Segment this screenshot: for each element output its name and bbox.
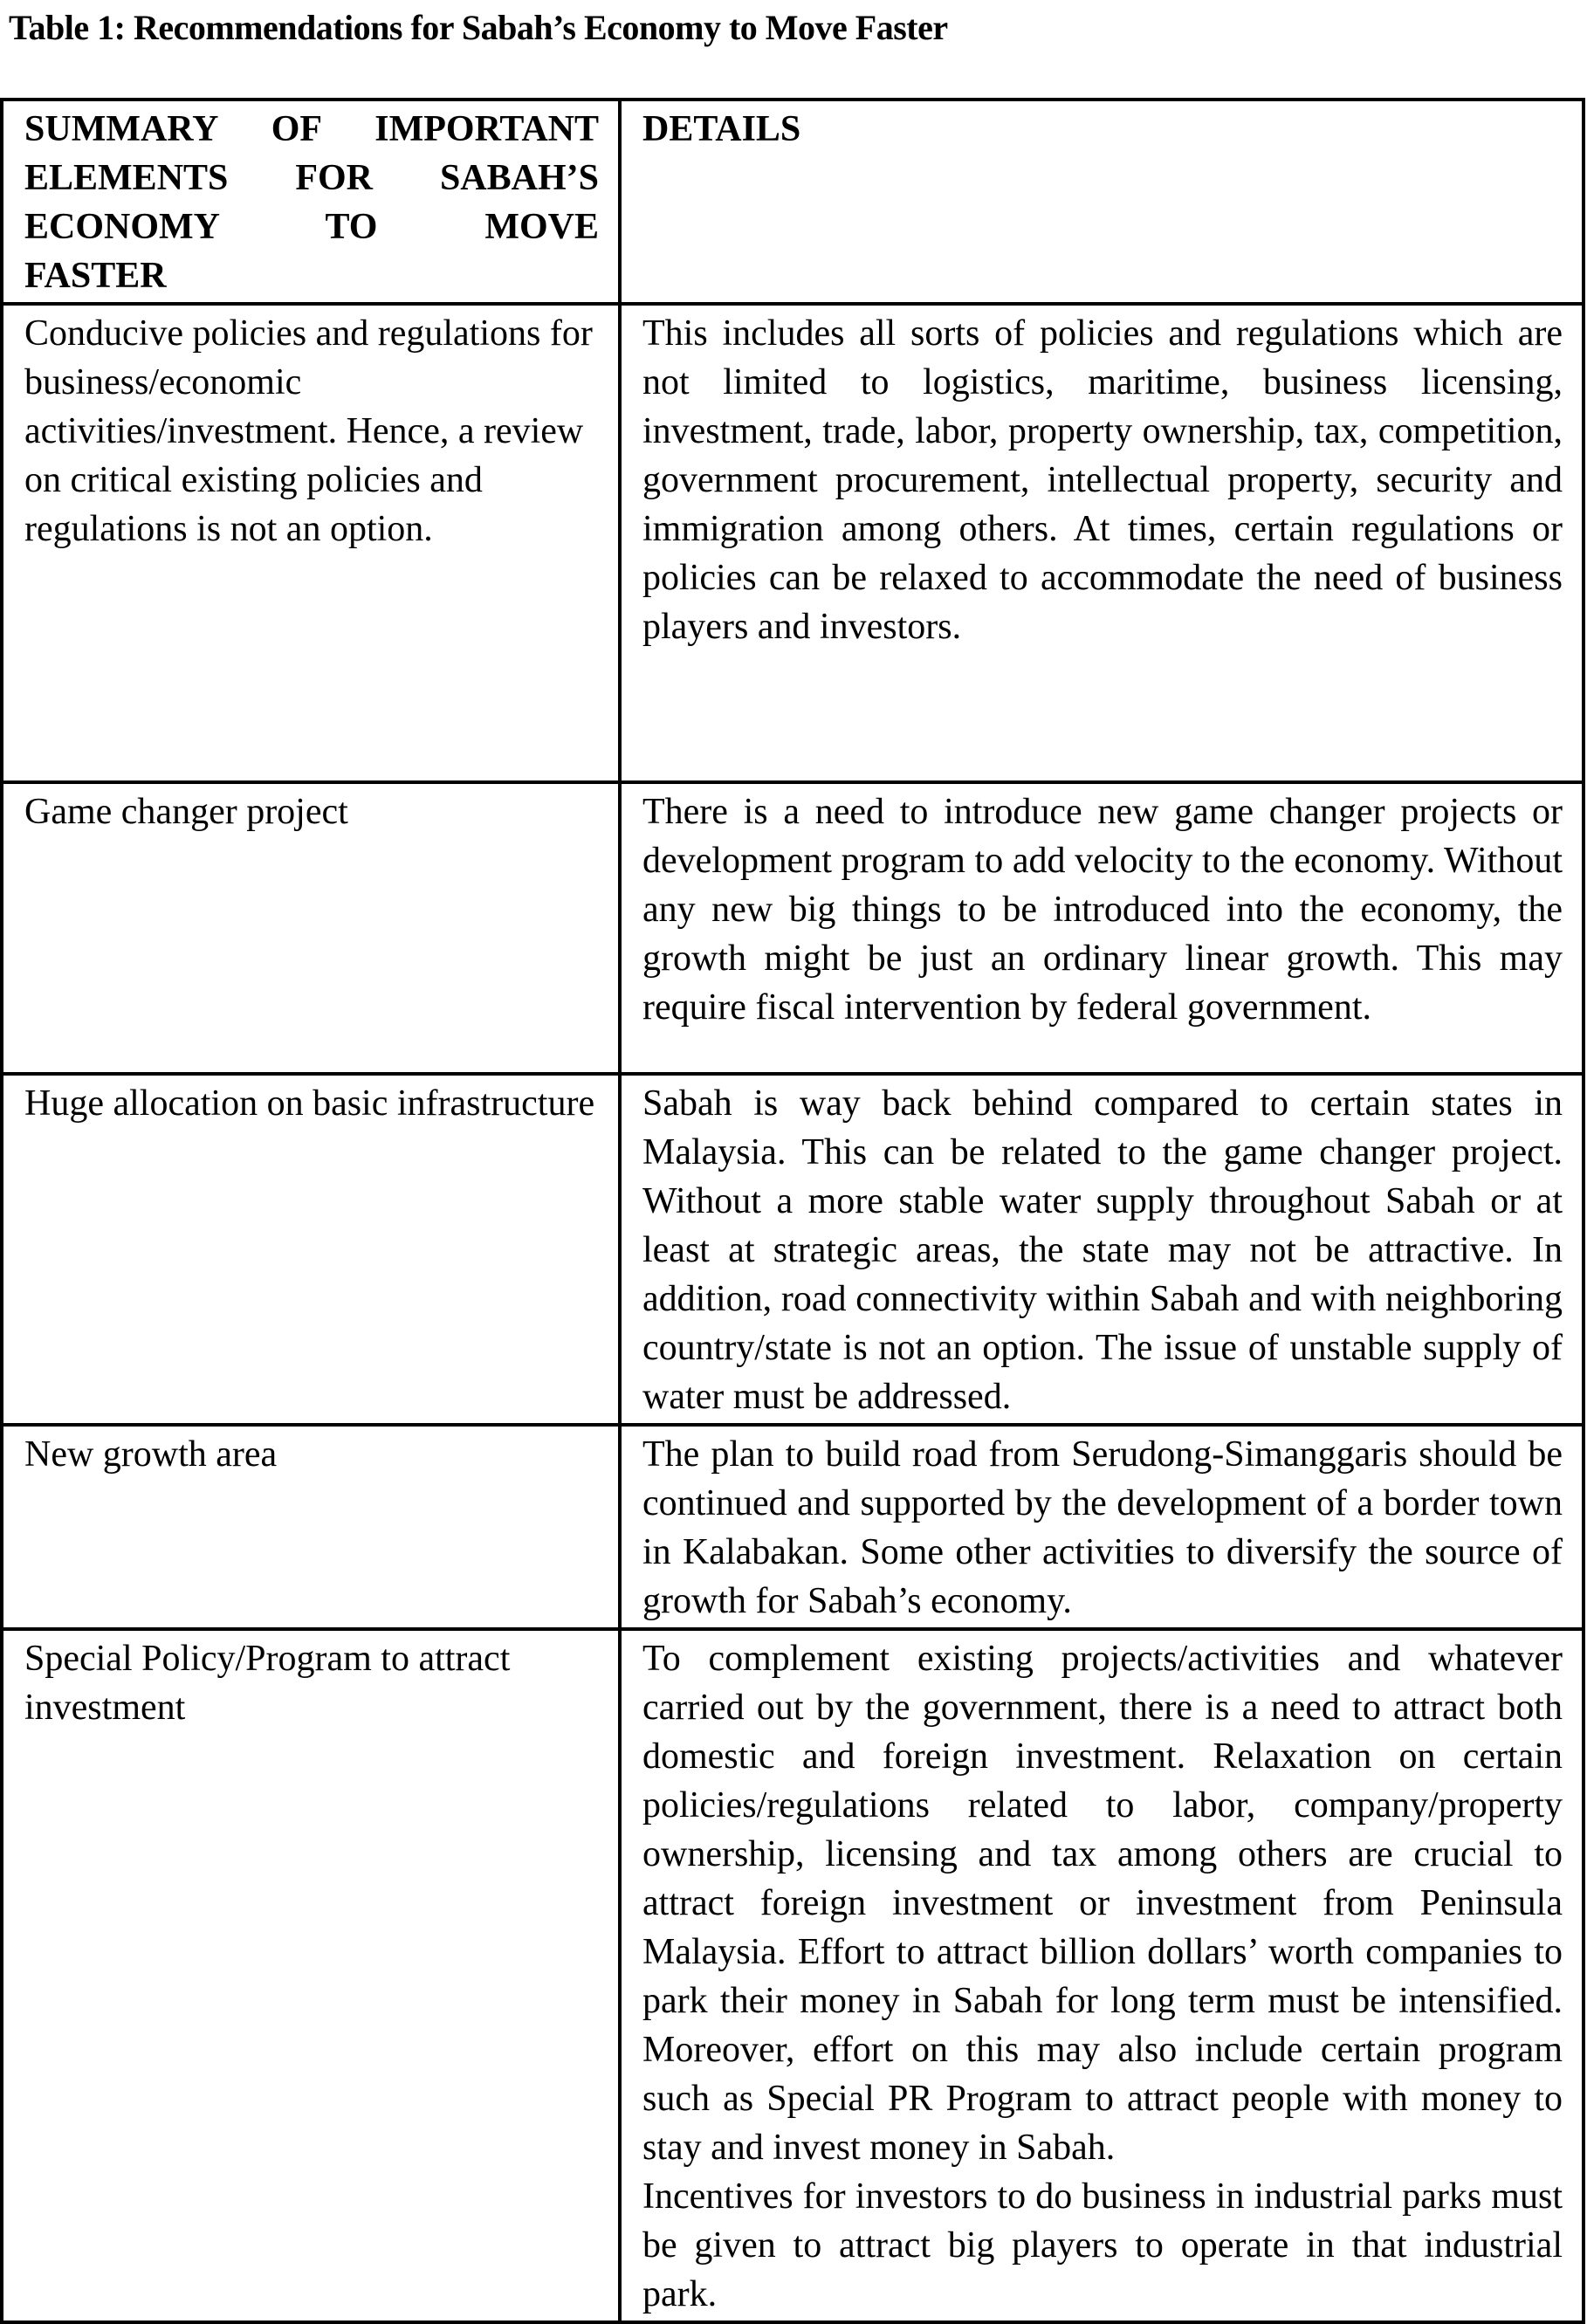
table-row xyxy=(2,1074,1584,1425)
recommendations-table xyxy=(0,98,1585,2324)
details-cell xyxy=(620,1629,1584,2322)
details-cell xyxy=(620,782,1584,1074)
header-summary-line: FASTER xyxy=(24,256,167,296)
table-row xyxy=(2,1425,1584,1629)
details-paragraph: There is a need to introduce new game changer projects or development program to add velocity to the economy. Without any new big things to be introduced into the economy, the growth might be just an ordinary linear growth. This may require fiscal intervention by federal government. xyxy=(642,792,1563,1028)
header-details: DETAILS xyxy=(620,100,1584,304)
element-cell: Game changer project xyxy=(2,782,620,1074)
table-caption: Table 1: Recommendations for Sabah’s Economy to Move Faster xyxy=(9,8,948,47)
table-row xyxy=(2,782,1584,1074)
details-paragraph: Incentives for investors to do business in industrial parks must be given to attract big players to operate in that industrial park. xyxy=(642,2176,1563,2314)
details-paragraph: To complement existing projects/activities and whatever carried out by the government, there is a need to attract both domestic and foreign investment. Relaxation on certain policies/regulations related to labor, company/property ownership, licensing and tax among others are crucial to attract foreign investment or investment from Peninsula Malaysia. Effort to attract billion dollars’ worth companies to park their money in Sabah for long term must be intensified. Moreover, effort on this may also include certain program such as Special PR Program to attract people with money to stay and invest money in Sabah. xyxy=(642,1639,1563,2168)
details-paragraph: This includes all sorts of policies and regulations which are not limited to logistics, maritime, business licensing, investment, trade, labor, property ownership, tax, competition, government procurement, intellectual property, security and immigration among others. At times, certain regulations or policies can be relaxed to accommodate the need of business players and investors. xyxy=(642,313,1563,647)
details-paragraph: Sabah is way back behind compared to certain states in Malaysia. This can be related to the game changer project. Without a more stable water supply throughout Sabah or at least at strategic areas, the state may not be attractive. In addition, road connectivity within Sabah and with neighboring country/state is not an option. The issue of unstable supply of water must be addressed. xyxy=(642,1083,1563,1417)
header-summary-line: ELEMENTS FOR SABAH’S xyxy=(24,158,599,198)
table-row xyxy=(2,304,1584,782)
table-header-row xyxy=(2,100,1584,304)
table-row xyxy=(2,1629,1584,2322)
element-cell: New growth area xyxy=(2,1425,620,1629)
element-cell: Conducive policies and regulations for business/economic activities/investment. Hence, a review on critical existing policies and regulations is not an option. xyxy=(2,304,620,782)
element-cell: Special Policy/Program to attract investment xyxy=(2,1629,620,2322)
details-cell xyxy=(620,1425,1584,1629)
header-summary-line: ECONOMY TO MOVE xyxy=(24,207,599,247)
details-cell xyxy=(620,304,1584,782)
header-summary xyxy=(2,100,620,304)
element-cell: Huge allocation on basic infrastructure xyxy=(2,1074,620,1425)
details-cell xyxy=(620,1074,1584,1425)
header-summary-line: SUMMARY OF IMPORTANT xyxy=(24,109,599,149)
details-paragraph: The plan to build road from Serudong-Simanggaris should be continued and supported by the development of a border town in Kalabakan. Some other activities to diversify the source of growth for Sabah’s economy. xyxy=(642,1434,1563,1621)
